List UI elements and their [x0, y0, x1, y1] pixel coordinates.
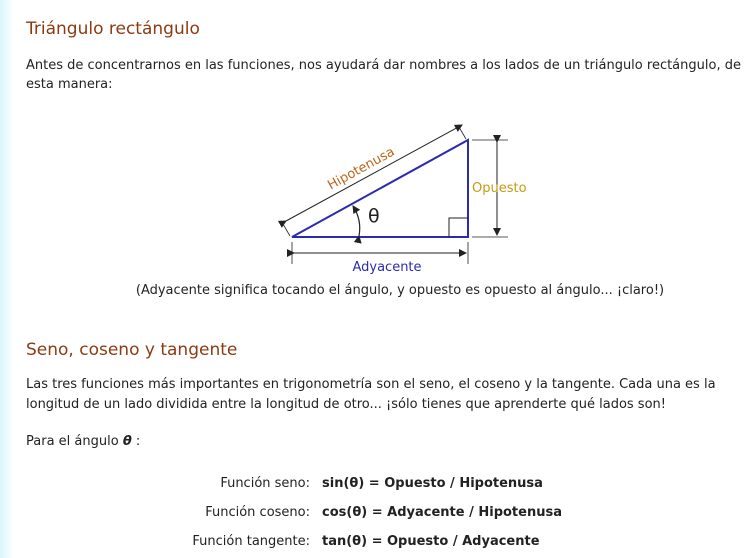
angle-intro: [26, 432, 140, 451]
intro-line-2: esta manera:: [26, 77, 113, 92]
right-angle-mark: [449, 218, 468, 237]
angle-theta-label: θ: [368, 205, 380, 227]
function-expr-tangent: tan(θ) = Opuesto / Adyacente: [322, 534, 540, 549]
function-expr-cosine: cos(θ) = Adyacente / Hipotenusa: [322, 505, 562, 520]
function-label-tangent: Función tangente:: [192, 534, 310, 549]
adjacent-label: Adyacente: [352, 260, 422, 275]
angle-intro-prefix: Para el ángulo: [26, 434, 119, 449]
diagram-caption: (Adyacente significa tocando el ángulo, y opuesto es opuesto al ángulo... ¡claro!): [135, 283, 665, 298]
section-title-triangulo: Triángulo rectángulo: [26, 19, 200, 39]
section-title-seno-coseno-tangente: Seno, coseno y tangente: [26, 340, 238, 360]
opposite-label: Opuesto: [472, 181, 527, 196]
function-label-sine: Función seno:: [220, 476, 310, 491]
angle-intro-suffix: :: [131, 434, 141, 449]
function-expr-sine: sin(θ) = Opuesto / Hipotenusa: [322, 476, 543, 491]
function-label-cosine: Función coseno:: [205, 505, 310, 520]
angle-intro-theta: θ: [122, 434, 132, 449]
functions-text-line-2: longitud de un lado dividida entre la longitud de otro... ¡sólo tienes que aprenderte qué lados son!: [26, 397, 666, 412]
angle-arc: [353, 206, 360, 236]
hypotenuse-label: Hipotenusa: [325, 144, 398, 194]
intro-line-1: Antes de concentrarnos en las funciones, nos ayudará dar nombres a los lados de un triángulo rectángulo, de: [26, 58, 741, 73]
functions-text-line-1: Las tres funciones más importantes en trigonometría son el seno, el coseno y la tangente. Cada una es la: [26, 377, 716, 392]
